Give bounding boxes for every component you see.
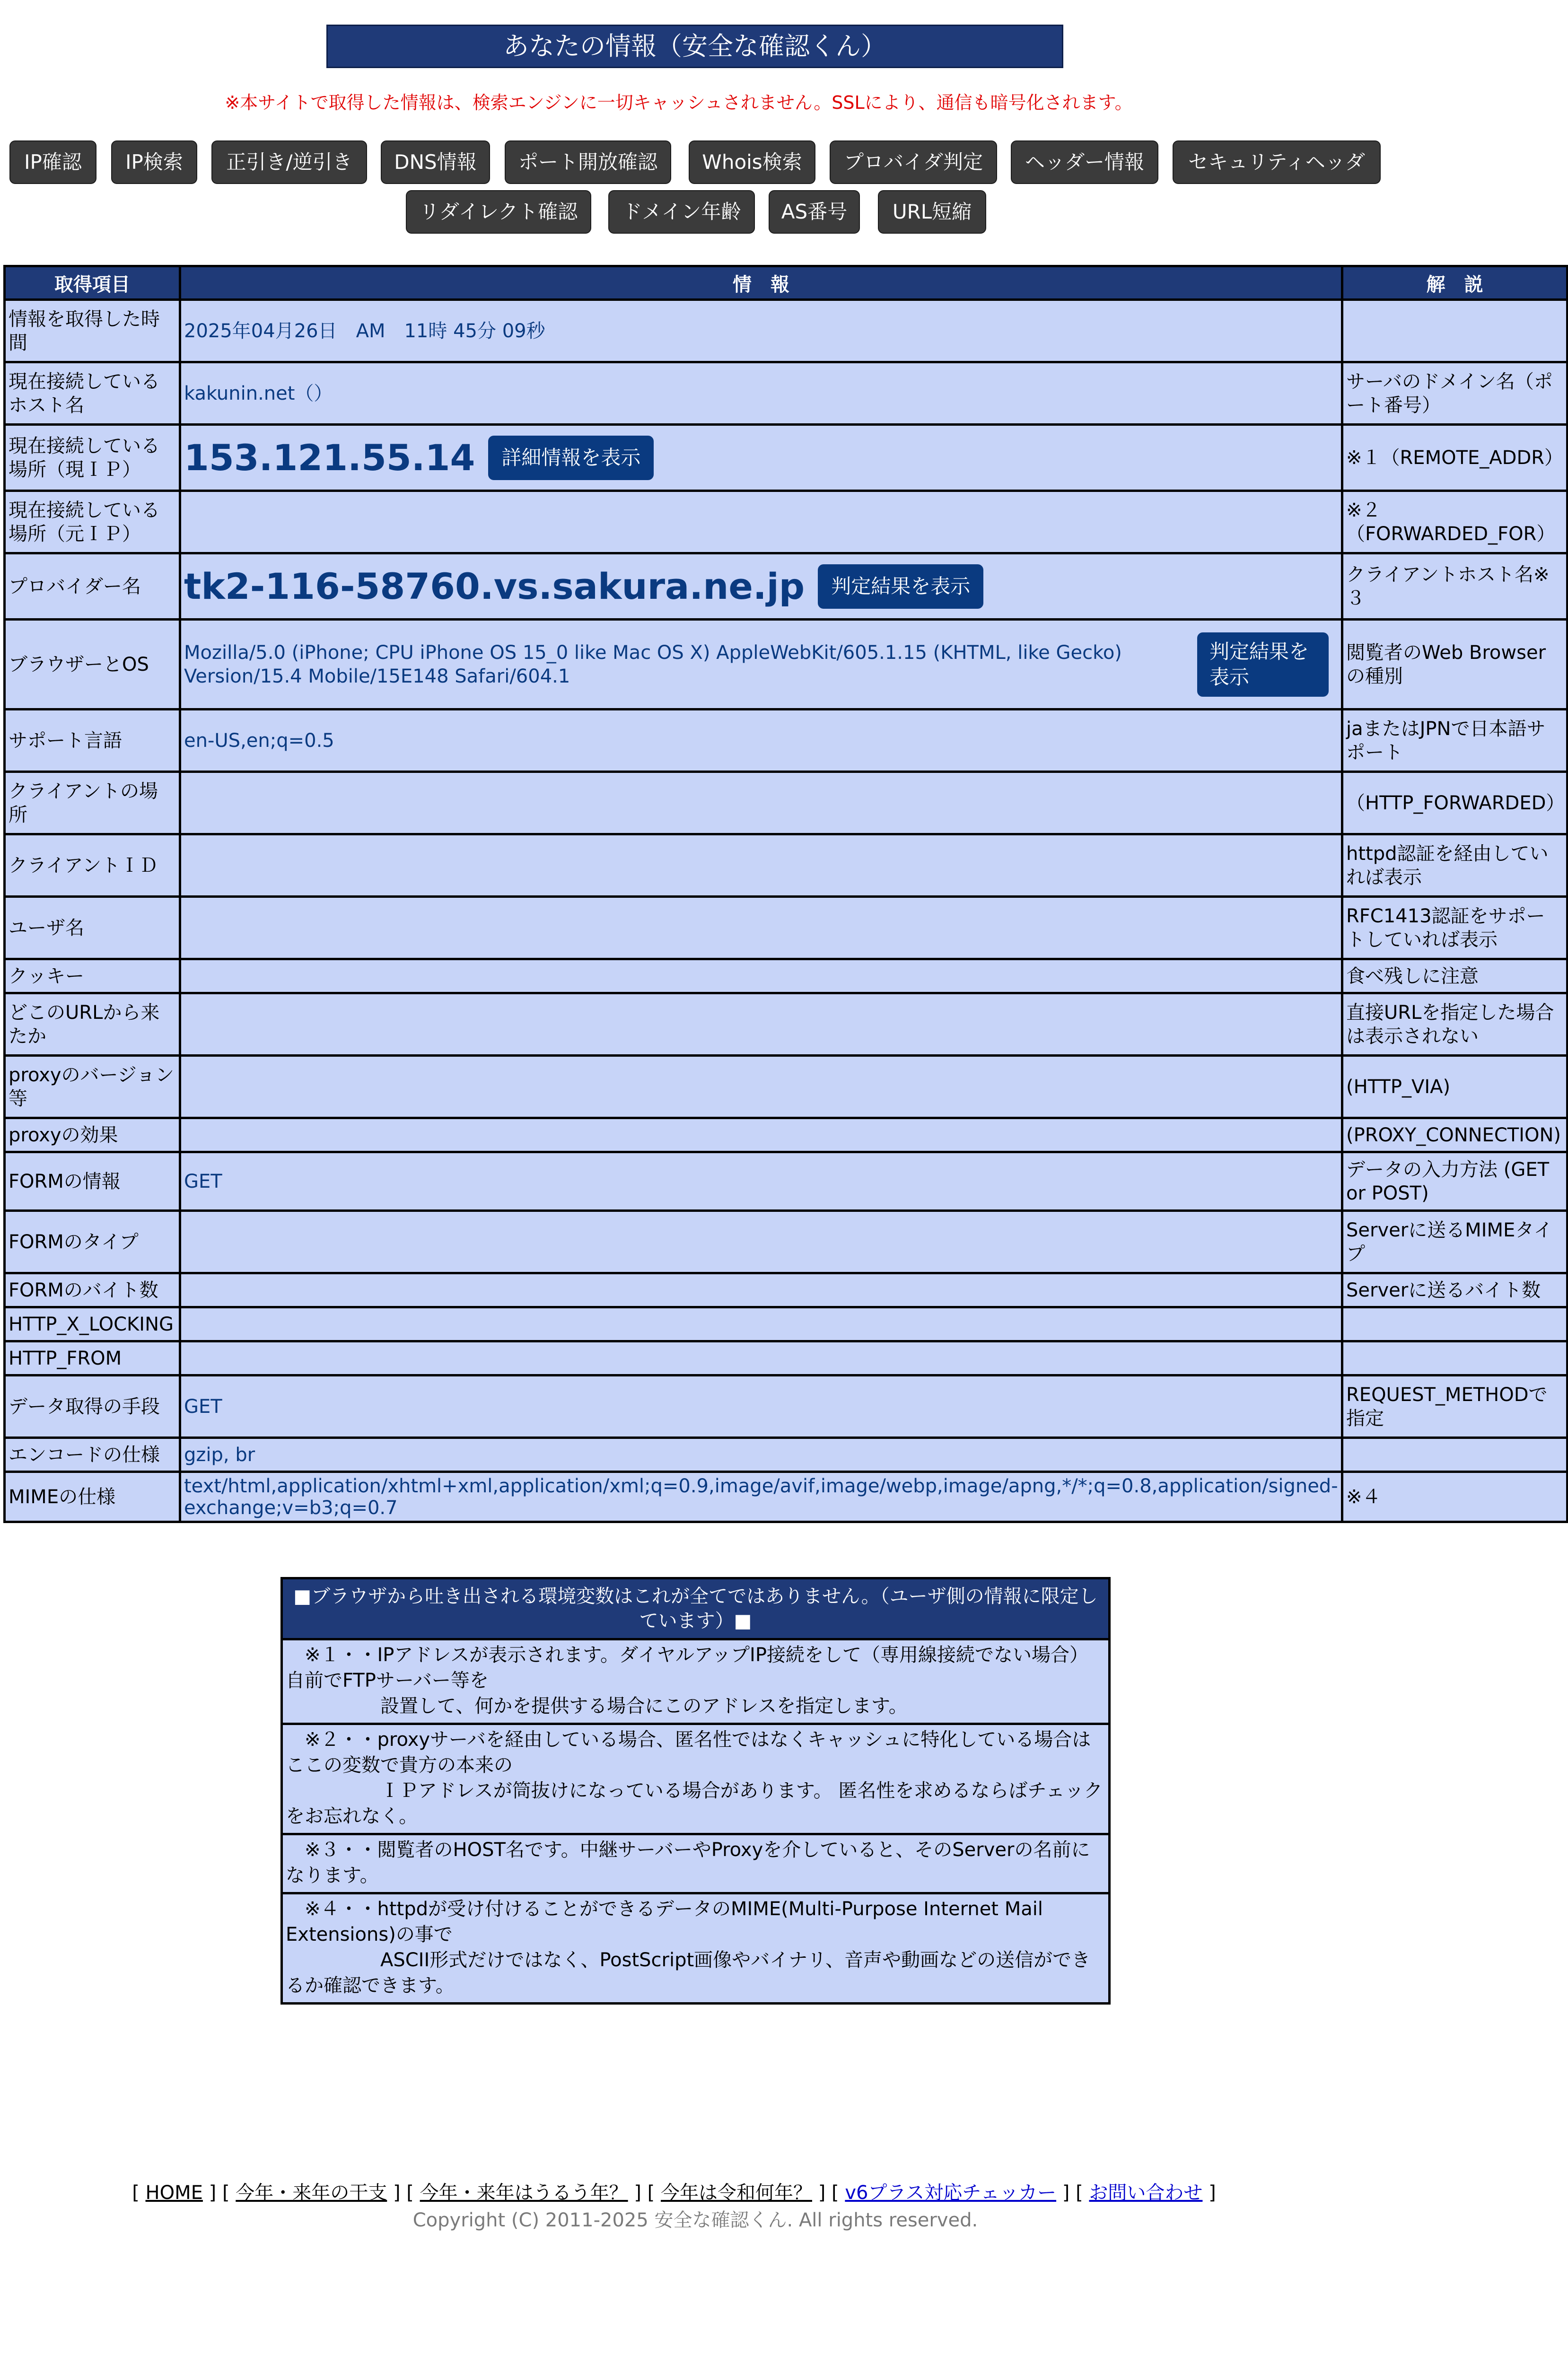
row-note: ※４	[1342, 1472, 1568, 1522]
row-note: RFC1413認証をサポートしていれば表示	[1342, 897, 1568, 959]
nav-dns-info-button[interactable]: DNS情報	[381, 140, 490, 184]
note-text: ※２・・proxyサーバを経由している場合、匿名性ではなくキャッシュに特化している場合はここの変数で貴方の本来の	[286, 1729, 1091, 1776]
row-note: (HTTP_VIA)	[1342, 1056, 1568, 1118]
nav-header-info-button[interactable]: ヘッダー情報	[1011, 140, 1158, 184]
row-label: 現在接続している場所（現ＩＰ）	[5, 425, 180, 491]
table-row	[5, 897, 1568, 959]
row-label: FORMの情報	[5, 1152, 180, 1211]
notes-header: ■ブラウザから吐き出される環境変数はこれが全てではありません。（ユーザ側の情報に限定しています）■	[282, 1578, 1110, 1639]
row-note	[1342, 300, 1568, 362]
row-note: ※１（REMOTE_ADDR）	[1342, 425, 1568, 491]
table-row	[5, 1438, 1568, 1472]
row-label: データ取得の手段	[5, 1375, 180, 1438]
nav-provider-check-button[interactable]: プロバイダ判定	[830, 140, 997, 184]
info-table	[3, 265, 1568, 1523]
footer-link-leap-year[interactable]: 今年・来年はうるう年？	[420, 2182, 628, 2204]
user-agent-value: Mozilla/5.0 (iPhone; CPU iPhone OS 15_0 like Mac OS X) AppleWebKit/605.1.15 (KHTML, like Gecko) Version/15.4 Mobile/15E148 Safari/604.1	[184, 641, 1122, 687]
current-ip-cell	[180, 425, 1342, 491]
note-row	[282, 1834, 1110, 1893]
row-note	[1342, 1438, 1568, 1472]
host-name-value: kakunin.net（）	[180, 362, 1342, 425]
table-row	[5, 425, 1568, 491]
client-id-value	[180, 834, 1342, 897]
row-note: データの入力方法 (GET or POST)	[1342, 1152, 1568, 1211]
privacy-notice: ※本サイトで取得した情報は、検索エンジンに一切キャッシュされません。SSLにより、通信も暗号化されます。	[225, 92, 1133, 113]
table-row	[5, 300, 1568, 362]
footer-link-eto[interactable]: 今年・来年の干支	[236, 2182, 387, 2204]
nav-url-shortener-button[interactable]: URL短縮	[878, 190, 986, 234]
current-ip-value: 153.121.55.14	[184, 436, 475, 479]
row-note: Serverに送るMIMEタイプ	[1342, 1211, 1568, 1273]
row-note: jaまたはJPNで日本語サポート	[1342, 710, 1568, 772]
client-location-value	[180, 772, 1342, 834]
table-row	[5, 1211, 1568, 1273]
row-note: REQUEST_METHODで指定	[1342, 1375, 1568, 1438]
notes-header-row	[282, 1578, 1110, 1639]
nav-as-number-button[interactable]: AS番号	[769, 190, 860, 234]
nav-whois-search-button[interactable]: Whois検索	[689, 140, 815, 184]
form-bytes-value	[180, 1273, 1342, 1307]
row-label: HTTP_X_LOCKING	[5, 1307, 180, 1341]
row-label: FORMのバイト数	[5, 1273, 180, 1307]
note-text: ※１・・IPアドレスが表示されます。ダイヤルアップIP接続をして（専用線接続でない場合）自前でFTPサーバー等を	[286, 1644, 1088, 1691]
note-text: 設置して、何かを提供する場合にこのアドレスを指定します。	[286, 1695, 908, 1717]
row-label: 現在接続しているホスト名	[5, 362, 180, 425]
copyright: Copyright (C) 2011-2025 安全な確認くん. All rights reserved.	[412, 2209, 978, 2231]
user-name-value	[180, 897, 1342, 959]
nav-ip-search-button[interactable]: IP検索	[111, 140, 197, 184]
table-row	[5, 1056, 1568, 1118]
table-row	[5, 993, 1568, 1056]
note-row	[282, 1639, 1110, 1724]
original-ip-value	[180, 491, 1342, 553]
page-title: あなたの情報（安全な確認くん）	[326, 25, 1063, 68]
column-header-note: 解 説	[1342, 266, 1568, 300]
row-label: proxyの効果	[5, 1118, 180, 1152]
row-note	[1342, 1307, 1568, 1341]
provider-cell	[180, 553, 1342, 620]
note-text: ※４・・httpdが受け付けることができるデータのMIME(Multi-Purpose Internet Mail Extensions)の事で	[286, 1898, 1043, 1945]
table-row	[5, 1152, 1568, 1211]
footer-link-v6plus-checker[interactable]: v6プラス対応チェッカー	[845, 2182, 1057, 2204]
row-label: ブラウザーとOS	[5, 620, 180, 710]
row-note: httpd認証を経由していれば表示	[1342, 834, 1568, 897]
nav-domain-age-button[interactable]: ドメイン年齢	[608, 190, 755, 234]
referer-value	[180, 993, 1342, 1056]
form-type-value	[180, 1211, 1342, 1273]
row-note: Serverに送るバイト数	[1342, 1273, 1568, 1307]
row-label: HTTP_FROM	[5, 1341, 180, 1375]
note-item-2	[282, 1724, 1110, 1834]
http-from-value	[180, 1341, 1342, 1375]
table-row	[5, 710, 1568, 772]
footer-link-reiwa-year[interactable]: 今年は令和何年？	[660, 2182, 812, 2204]
access-time-value: 2025年04月26日 AM 11時 45分 09秒	[180, 300, 1342, 362]
browser-result-button[interactable]: 判定結果を表示	[1197, 632, 1329, 697]
note-item-4	[282, 1893, 1110, 2004]
encoding-value: gzip, br	[180, 1438, 1342, 1472]
language-value: en-US,en;q=0.5	[180, 710, 1342, 772]
footer-links: [ HOME ] [ 今年・来年の干支 ] [ 今年・来年はうるう年？ ] [ 今年は令和何年？ ] [ v6プラス対応チェッカー ] [ お問い合わせ ]	[132, 2182, 1216, 2204]
row-label: 情報を取得した時間	[5, 300, 180, 362]
table-row	[5, 491, 1568, 553]
nav-forward-reverse-lookup-button[interactable]: 正引き/逆引き	[211, 140, 367, 184]
row-note: 直接URLを指定した場合は表示されない	[1342, 993, 1568, 1056]
row-note	[1342, 1341, 1568, 1375]
proxy-version-value	[180, 1056, 1342, 1118]
note-row	[282, 1724, 1110, 1834]
row-label: FORMのタイプ	[5, 1211, 180, 1273]
table-row	[5, 1375, 1568, 1438]
row-label: エンコードの仕様	[5, 1438, 180, 1472]
row-note: （HTTP_FORWARDED）	[1342, 772, 1568, 834]
nav-ip-check-button[interactable]: IP確認	[9, 140, 96, 184]
ip-detail-button[interactable]: 詳細情報を表示	[488, 436, 654, 480]
table-row	[5, 1472, 1568, 1522]
footer-link-contact[interactable]: お問い合わせ	[1089, 2182, 1203, 2204]
notes-table	[280, 1577, 1111, 2005]
table-header-row	[5, 266, 1568, 300]
mime-accept-value: text/html,application/xhtml+xml,application/xml;q=0.9,image/avif,image/webp,image/apng,*/*;q=0.8,application/signed-exchange;v=b3;q=0.7	[180, 1472, 1342, 1522]
table-row	[5, 553, 1568, 620]
note-text: ASCII形式だけではなく、PostScript画像やバイナリ、音声や動画などの送信ができるか確認できます。	[286, 1949, 1091, 1997]
row-label: どこのURLから来たか	[5, 993, 180, 1056]
note-text: ＩＰアドレスが筒抜けになっている場合があります。 匿名性を求めるならばチェックをお忘れなく。	[286, 1780, 1103, 1827]
table-row	[5, 1118, 1568, 1152]
row-label: MIMEの仕様	[5, 1472, 180, 1522]
nav-redirect-check-button[interactable]: リダイレクト確認	[406, 190, 591, 234]
column-header-item: 取得項目	[5, 266, 180, 300]
nav-security-header-button[interactable]: セキュリティヘッダ	[1173, 140, 1381, 184]
column-header-info: 情 報	[180, 266, 1342, 300]
row-label: クッキー	[5, 959, 180, 993]
table-row	[5, 1307, 1568, 1341]
note-text: ※３・・閲覧者のHOST名です。中継サーバーやProxyを介していると、そのServerの名前になります。	[286, 1839, 1090, 1886]
row-label: サポート言語	[5, 710, 180, 772]
x-locking-value	[180, 1307, 1342, 1341]
note-row	[282, 1893, 1110, 2004]
row-label: クライアントの場所	[5, 772, 180, 834]
row-note: (PROXY_CONNECTION)	[1342, 1118, 1568, 1152]
table-row	[5, 959, 1568, 993]
table-row	[5, 834, 1568, 897]
row-note: クライアントホスト名※３	[1342, 553, 1568, 620]
row-label: proxyのバージョン等	[5, 1056, 180, 1118]
nav-port-check-button[interactable]: ポート開放確認	[505, 140, 671, 184]
footer-link-home[interactable]: HOME	[145, 2182, 203, 2204]
form-info-value: GET	[180, 1152, 1342, 1211]
user-agent-cell	[180, 620, 1342, 710]
row-label: ユーザ名	[5, 897, 180, 959]
table-row	[5, 1273, 1568, 1307]
request-method-value: GET	[180, 1375, 1342, 1438]
table-row	[5, 772, 1568, 834]
proxy-effect-value	[180, 1118, 1342, 1152]
row-label: プロバイダー名	[5, 553, 180, 620]
table-row	[5, 1341, 1568, 1375]
table-row	[5, 362, 1568, 425]
row-label: クライアントＩＤ	[5, 834, 180, 897]
cookie-value	[180, 959, 1342, 993]
row-note: ※２（FORWARDED_FOR）	[1342, 491, 1568, 553]
row-label: 現在接続している場所（元ＩＰ）	[5, 491, 180, 553]
table-row	[5, 620, 1568, 710]
row-note: 食べ残しに注意	[1342, 959, 1568, 993]
provider-result-button[interactable]: 判定結果を表示	[818, 564, 983, 609]
note-item-3	[282, 1834, 1110, 1893]
row-note: 閲覧者のWeb Browserの種別	[1342, 620, 1568, 710]
provider-name-value: tk2-116-58760.vs.sakura.ne.jp	[184, 565, 805, 607]
row-note: サーバのドメイン名（ポート番号）	[1342, 362, 1568, 425]
note-item-1	[282, 1639, 1110, 1724]
